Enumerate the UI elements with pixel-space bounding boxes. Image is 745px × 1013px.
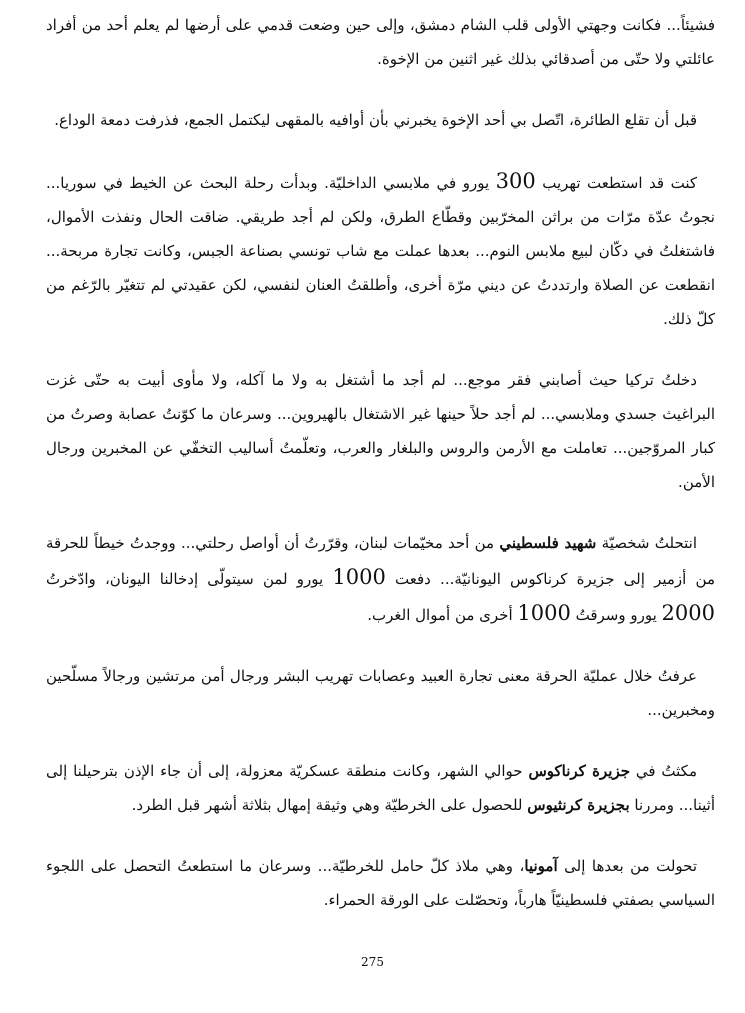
- text-run: دخلتُ تركيا حيث أصابني فقر موجع... لم أجد ما أشتغل به ولا ما آكله، ولا مأوى أبيت به حتّى غزت البراغيث جسدي وملابسي... لم أجد حلاً حينها غير الاشتغال بالهيروين... وسرعان ما كوّنتُ عصابة وصرتُ من كبار المروّجين... تعاملت مع الأرمن والروس والبلغار والعرب، وتعلّمتُ أساليب التخفّي عن المخبرين ورجال الأمن.: [46, 371, 715, 491]
- paragraph: [46, 849, 715, 917]
- text-run: يورو وسرقتُ: [570, 606, 662, 624]
- text-run: للحصول على الخرطيّة وهي وثيقة إمهال بثلاثة أشهر قبل الطرد.: [131, 796, 528, 814]
- bold-text: جزيرة كرناكوس: [528, 762, 630, 780]
- text-run: كنت قد استطعت تهريب: [535, 174, 697, 192]
- text-run: حوالي الشهر، وكانت منطقة عسكريّة معزولة، إلى أن جاء الإذن بترحيلنا إلى أثينا... ومررنا: [46, 762, 715, 814]
- number-text: 2000: [661, 601, 715, 625]
- text-run: انتحلتُ شخصيّة: [596, 534, 698, 552]
- bold-text: شهيد فلسطيني: [499, 534, 597, 552]
- page-number: 275: [361, 955, 384, 969]
- number-text: 300: [495, 169, 536, 193]
- text-run: يورو لمن سيتولّى إدخالنا اليونان، وادّخرتُ: [46, 570, 333, 588]
- text-run: أخرى من أموال الغرب.: [367, 606, 518, 624]
- paragraph: [46, 526, 715, 632]
- bold-text: بجزيرة كرنثيوس: [527, 796, 630, 814]
- paragraph: [46, 754, 715, 822]
- text-run: ، وهي ملاذ كلّ حامل للخرطيّة... وسرعان ما استطعتُ التحصل على اللجوء السياسي بصفتي فلسطينيّاً هارباً، وتحصّلت على الورقة الحمراء.: [46, 857, 715, 909]
- text-run: مكثتُ في: [630, 762, 697, 780]
- text-run: عرفتُ خلال عمليّة الحرقة معنى تجارة العبيد وعصابات تهريب البشر ورجال أمن مرتشين ورجالاً مسلّحين ومخبرين...: [46, 667, 715, 719]
- text-run: يورو في ملابسي الداخليّة. وبدأت رحلة البحث عن الخيط في سوريا... نجوتُ عدّة مرّات من براثن المخرّبين وقطّاع الطرق، ولكن لم أجد طريقي. ضاقت الحال ونفذت الأموال، فاشتغلتُ في دكّان لبيع ملابس النوم... بعدها عملت مع شاب تونسي بصناعة الجبس، وكانت تجارة مربحة... انقطعت عن الصلاة وارتددتُ عن ديني مرّة أخرى، وأطلقتُ العنان لنفسي، لكن عقيدتي لم تتغيّر بالرّغم من كلّ ذلك.: [46, 174, 715, 328]
- text-run: قبل أن تقلع الطائرة، اتّصل بي أحد الإخوة يخبرني بأن أوافيه بالمقهى ليكتمل الجمع، فذرفت دمعة الوداع.: [54, 111, 697, 129]
- text-run: من أحد مخيّمات لبنان، وقرّرتُ أن أواصل رحلتي... ووجدتُ خيطاً للحرقة من أزمير إلى جزيرة كرناكوس اليونانيّة... دفعت: [46, 534, 715, 588]
- paragraph: [46, 659, 715, 727]
- text-run: فشيئاً... فكانت وجهتي الأولى قلب الشام دمشق، وإلى حين وضعت قدمي على أرضها لم يعلم أحد من أفراد عائلتي ولا حتّى من أصدقائي بذلك غير اثنين من الإخوة.: [46, 16, 715, 68]
- paragraph: [46, 103, 715, 137]
- text-run: تحولت من بعدها إلى: [557, 857, 698, 875]
- paragraph: [46, 363, 715, 499]
- number-text: 1000: [517, 601, 571, 625]
- paragraph: [46, 8, 715, 76]
- number-text: 1000: [332, 565, 386, 589]
- body-text: [46, 8, 715, 944]
- paragraph: [46, 164, 715, 336]
- bold-text: آمونيا: [524, 857, 558, 875]
